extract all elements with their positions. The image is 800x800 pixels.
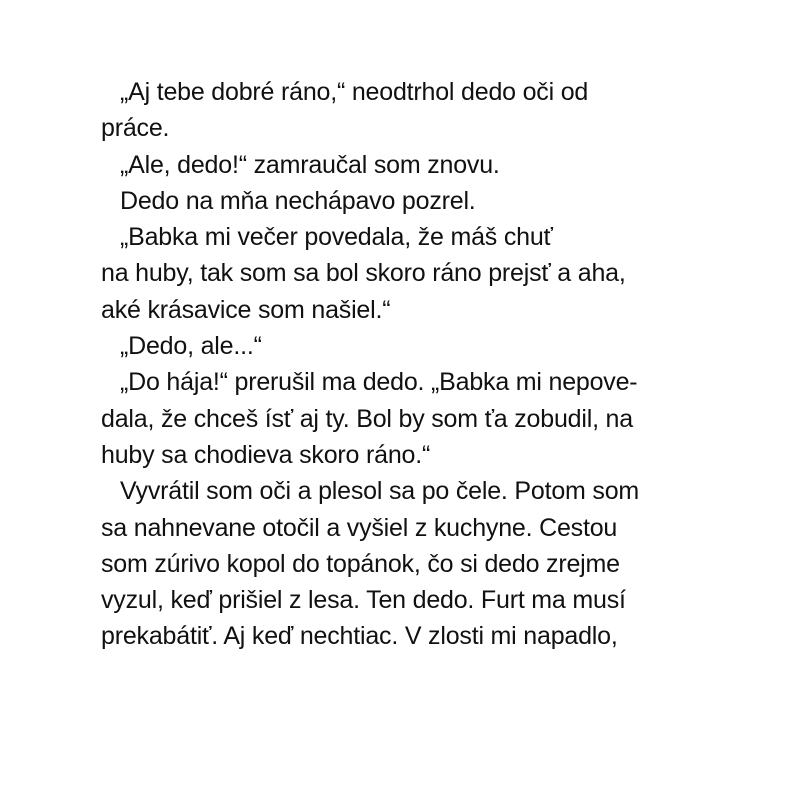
text-line: „Ale, dedo!“ zamraučal som znovu. [120, 150, 500, 179]
text-line: sa nahnevane otočil a vyšiel z kuchyne. Cestou [101, 513, 618, 542]
text-line: „Aj tebe dobré ráno,“ neodtrhol dedo oči od [120, 78, 589, 106]
text-line: huby sa chodieva skoro ráno.“ [101, 440, 431, 469]
text-line: som zúrivo kopol do topánok, čo si dedo zrejme [101, 549, 620, 578]
text-line: „Babka mi večer povedala, že máš chuť [120, 223, 553, 252]
page-text [101, 74, 741, 655]
text-line: Vyvrátil som oči a plesol sa po čele. Potom som [120, 477, 640, 506]
text-line: na huby, tak som sa bol skoro ráno prejsť a aha, [101, 259, 626, 288]
text-line: vyzul, keď prišiel z lesa. Ten dedo. Furt ma musí [101, 586, 626, 615]
text-line: „Do hája!“ prerušil ma dedo. „Babka mi nepove- [120, 368, 638, 397]
text-line: dala, že chceš ísť aj ty. Bol by som ťa zobudil, na [101, 404, 633, 433]
text-line: práce. [101, 114, 170, 143]
text-line: „Dedo, ale...“ [120, 332, 262, 361]
text-line: aké krásavice som našiel.“ [101, 295, 391, 324]
text-line: Dedo na mňa nechápavo pozrel. [120, 186, 476, 215]
text-line: prekabátiť. Aj keď nechtiac. V zlosti mi napadlo, [101, 622, 618, 651]
